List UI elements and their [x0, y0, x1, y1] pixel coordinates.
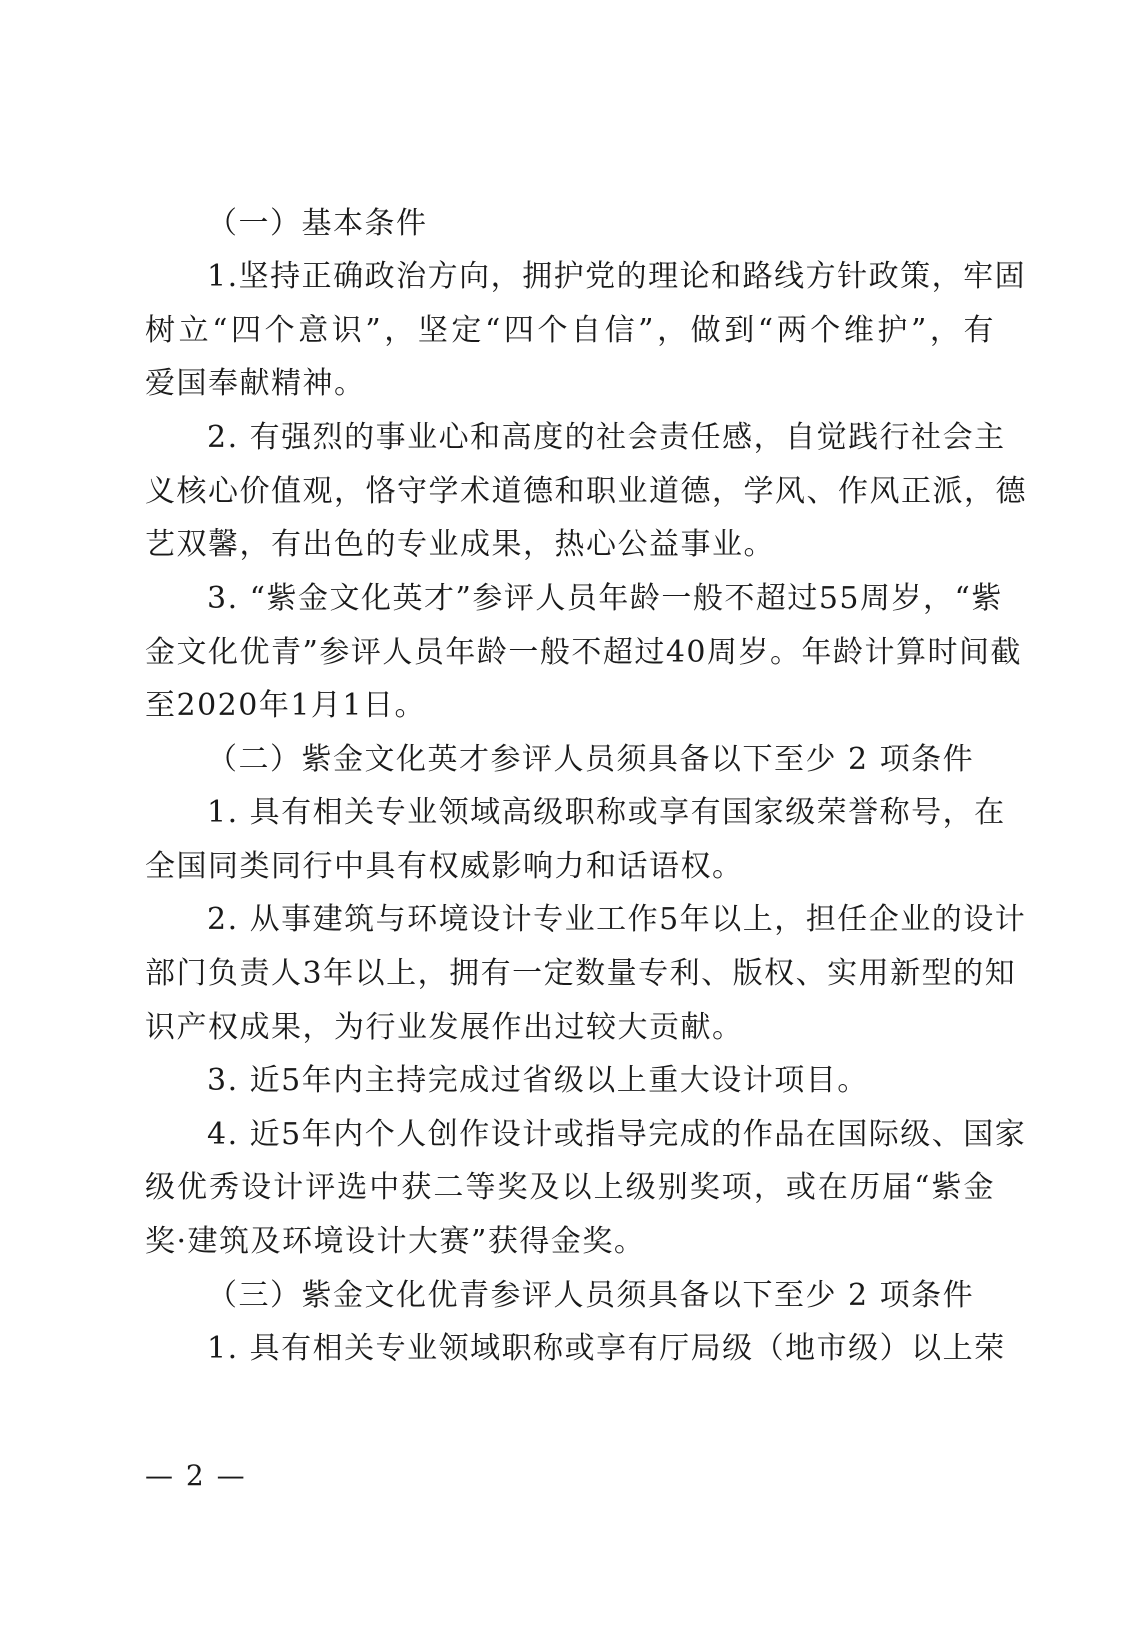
- paragraph-line: 艺双馨，有出色的专业成果，热心公益事业。: [145, 527, 775, 562]
- paragraph-line: 识产权成果，为行业发展作出过较大贡献。: [145, 1010, 744, 1045]
- paragraph-line: 至2020年1月1日。: [145, 688, 427, 723]
- paragraph-line: 3. “紫金文化英才”参评人员年龄一般不超过55周岁，“紫: [207, 581, 1003, 616]
- paragraph-line: 金文化优青”参评人员年龄一般不超过40周岁。年龄计算时间截: [145, 635, 1023, 670]
- section-heading-talent-conditions: （二）紫金文化英才参评人员须具备以下至少 2 项条件: [207, 742, 975, 777]
- paragraph-line: 奖·建筑及环境设计大赛”获得金奖。: [145, 1224, 646, 1259]
- paragraph-line: 4. 近5年内个人创作设计或指导完成的作品在国际级、国家: [207, 1117, 1027, 1152]
- paragraph-line: 全国同类同行中具有权威影响力和话语权。: [145, 849, 744, 884]
- paragraph-line: 义核心价值观，恪守学术道德和职业道德，学风、作风正派，德: [145, 474, 1027, 509]
- paragraph-line: 爱国奉献精神。: [145, 366, 366, 401]
- paragraph-line: 1. 具有相关专业领域职称或享有厅局级（地市级）以上荣: [207, 1331, 1006, 1366]
- paragraph-line: 2. 从事建筑与环境设计专业工作5年以上，担任企业的设计: [207, 902, 1027, 937]
- paragraph-line: 1. 具有相关专业领域高级职称或享有国家级荣誉称号，在: [207, 795, 1006, 830]
- paragraph-line: 级优秀设计评选中获二等奖及以上级别奖项，或在历届“紫金: [145, 1170, 995, 1205]
- paragraph-line: 3. 近5年内主持完成过省级以上重大设计项目。: [207, 1063, 869, 1098]
- section-heading-youth-conditions: （三）紫金文化优青参评人员须具备以下至少 2 项条件: [207, 1278, 975, 1313]
- paragraph-line: 2. 有强烈的事业心和高度的社会责任感，自觉践行社会主: [207, 420, 1006, 455]
- paragraph-line: 1.坚持正确政治方向，拥护党的理论和路线方针政策，牢固: [207, 259, 1027, 294]
- section-heading-basic-conditions: （一）基本条件: [207, 206, 428, 241]
- paragraph-line: 树立“四个意识”，坚定“四个自信”，做到“两个维护”，有: [145, 313, 995, 348]
- page-number: — 2 —: [145, 1459, 247, 1492]
- paragraph-line: 部门负责人3年以上，拥有一定数量专利、版权、实用新型的知: [145, 956, 1017, 991]
